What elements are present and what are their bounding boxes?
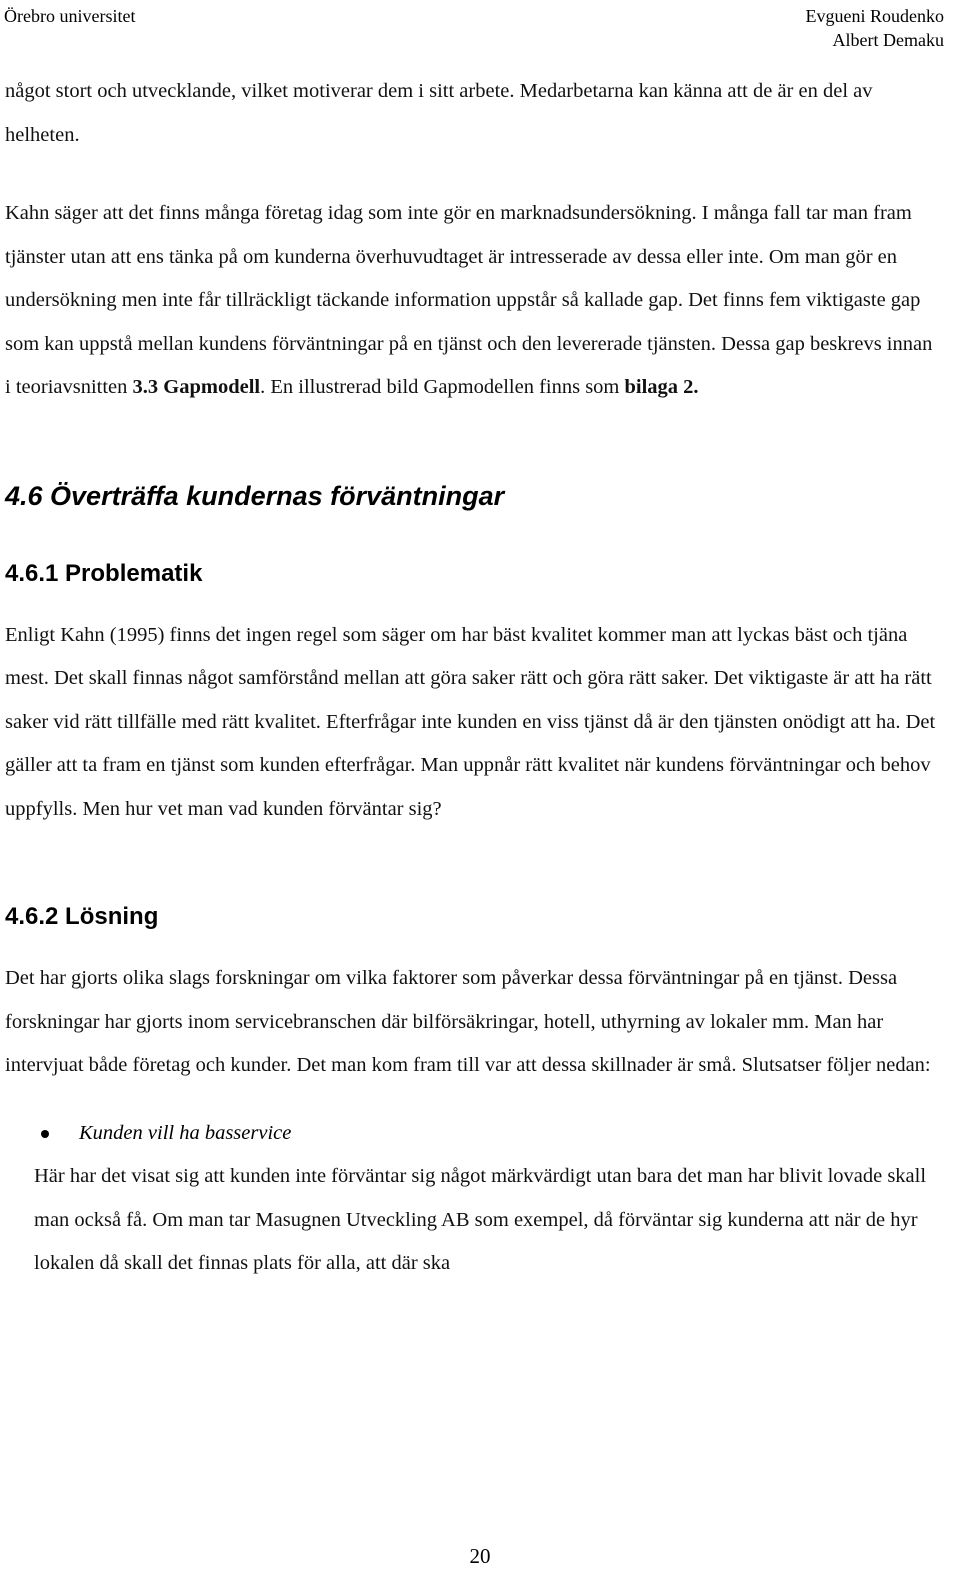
paragraph-gap-mid: . En illustrerad bild Gapmodellen finns som <box>260 376 625 398</box>
subsection-heading-4-6-1: 4.6.1 Problematik <box>5 559 203 587</box>
paragraph-gap-text: Kahn säger att det finns många företag idag som inte gör en marknadsundersökning. I många fall tar man fram tjänster utan att ens tänka på om kunderna överhuvudtaget är intresserade av dessa eller inte. Om man gör en undersökning men inte får tillräckligt täckande information uppstår så kallade gap. Det finns fem viktigaste gap som kan uppstå mellan kundens förväntningar på en tjänst och den levererade tjänsten. Dessa gap beskrevs innan i teoriavsnitten <box>5 202 933 398</box>
paragraph-continued: något stort och utvecklande, vilket motiverar dem i sitt arbete. Medarbetarna kan känna att de är en del av helheten. <box>5 80 873 146</box>
paragraph-losning: Det har gjorts olika slags forskningar om vilka faktorer som påverkar dessa förväntningar på en tjänst. Dessa forskningar har gjorts inom servicebranschen där bilförsäkringar, hotell, uthyrning av lokaler mm. Man har intervjuat både företag och kunder. Det man kom fram till var att dessa skillnader är små. Slutsatser följer nedan: <box>5 967 931 1076</box>
bullet-body: Här har det visat sig att kunden inte förväntar sig något märkvärdigt utan bara det man har blivit lovade skall man också få. Om man tar Masugnen Utveckling AB som exempel, då förväntar sig kunderna att när de hyr lokalen då skall det finnas plats för alla, att där ska <box>34 1165 927 1274</box>
subsection-heading-4-6-2: 4.6.2 Lösning <box>5 903 159 930</box>
bullet-icon <box>41 1130 49 1138</box>
reference-gapmodell: 3.3 Gapmodell <box>132 376 261 398</box>
header-university: Örebro universitet <box>4 6 136 26</box>
header-author-2: Albert Demaku <box>832 30 944 50</box>
list-item <box>5 1112 940 1156</box>
bullet-list <box>5 1112 940 1286</box>
paragraph-gap <box>5 192 940 410</box>
page-number: 20 <box>469 1544 491 1568</box>
header-authors <box>806 4 944 52</box>
reference-bilaga: bilaga 2. <box>624 376 699 398</box>
paragraph-problematik: Enligt Kahn (1995) finns det ingen regel som säger om har bäst kvalitet kommer man att lyckas bäst och tjäna mest. Det skall finnas något samförstånd mellan att göra saker rätt och göra rätt saker. Det viktigaste är att ha rätt saker vid rätt tillfälle med rätt kvalitet. Efterfrågar inte kunden en viss tjänst då är den tjänsten onödigt att ha. Det gäller att ta fram en tjänst som kunden efterfrågar. Man uppnår rätt kvalitet när kundens förväntningar och behov uppfylls. Men hur vet man vad kunden förväntar sig? <box>5 623 936 820</box>
bullet-title: Kunden vill ha basservice <box>79 1121 292 1144</box>
section-heading-4-6: 4.6 Överträffa kundernas förväntningar <box>5 480 505 511</box>
header-author-1: Evgueni Roudenko <box>805 6 944 26</box>
document-body <box>5 70 940 1286</box>
running-header <box>4 4 944 52</box>
